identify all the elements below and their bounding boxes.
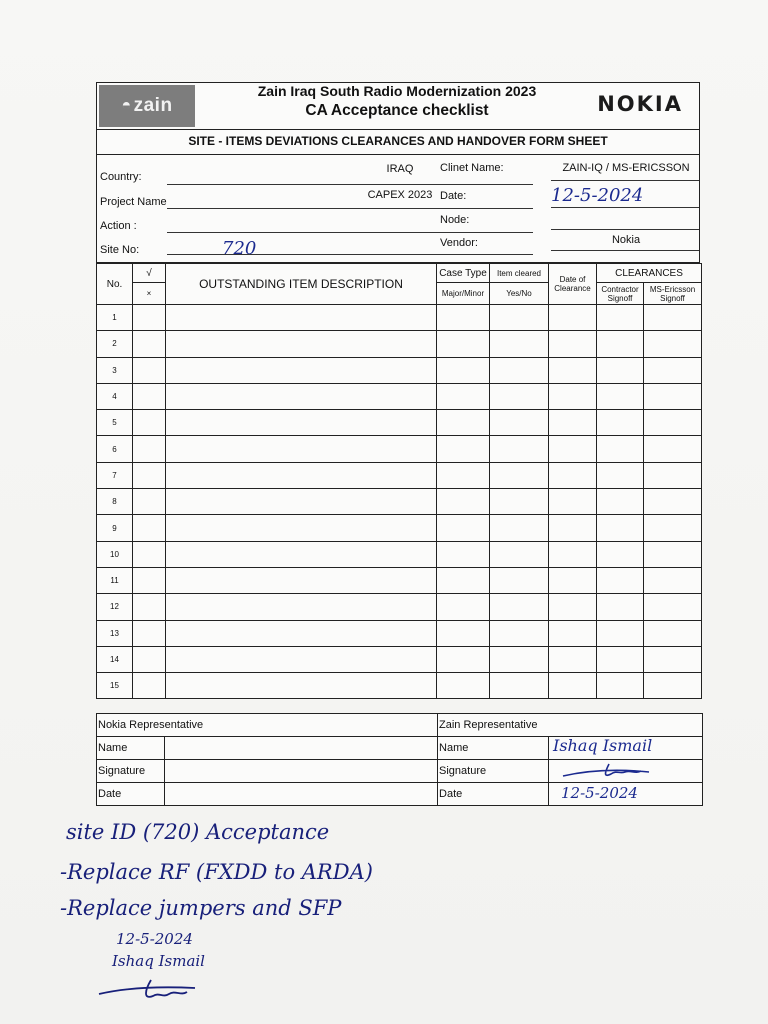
row-number: 8 xyxy=(97,489,133,515)
zain-signature-cell[interactable] xyxy=(549,760,703,783)
table-cell[interactable] xyxy=(644,620,702,646)
col-cross-header: × xyxy=(133,283,166,305)
table-cell[interactable] xyxy=(133,305,166,331)
zain-name-cell[interactable] xyxy=(549,737,703,760)
table-row xyxy=(97,331,702,357)
table-cell[interactable] xyxy=(437,515,490,541)
row-number: 4 xyxy=(97,383,133,409)
signoff-table xyxy=(96,713,703,806)
zain-date-cell[interactable] xyxy=(549,783,703,806)
table-cell[interactable] xyxy=(133,541,166,567)
table-cell[interactable] xyxy=(549,567,597,593)
table-cell[interactable] xyxy=(133,567,166,593)
table-cell[interactable] xyxy=(437,305,490,331)
col-case-sub-header: Major/Minor xyxy=(437,283,490,305)
project-value: CAPEX 2023 xyxy=(367,189,433,201)
row-number: 11 xyxy=(97,567,133,593)
client-label: Clinet Name: xyxy=(440,162,504,174)
row-number: 14 xyxy=(97,646,133,672)
zain-name-handwritten: Ishaq Ismail xyxy=(553,736,653,755)
date-label: Date: xyxy=(440,190,467,202)
site-value-handwritten: 720 xyxy=(222,238,257,259)
table-cell[interactable] xyxy=(490,436,549,462)
zain-signature-label: Signature xyxy=(438,760,549,783)
table-cell[interactable] xyxy=(166,410,437,436)
table-cell[interactable] xyxy=(166,515,437,541)
table-cell[interactable] xyxy=(133,594,166,620)
note-name: Ishaq Ismail xyxy=(112,952,205,970)
table-cell[interactable] xyxy=(597,357,644,383)
col-clearances-header: CLEARANCES xyxy=(597,264,702,283)
table-cell[interactable] xyxy=(597,594,644,620)
project-label: Project Name xyxy=(100,196,167,208)
table-cell[interactable] xyxy=(597,383,644,409)
table-cell[interactable] xyxy=(437,567,490,593)
table-row xyxy=(97,383,702,409)
vendor-line xyxy=(551,250,699,251)
table-cell[interactable] xyxy=(549,515,597,541)
row-number: 5 xyxy=(97,410,133,436)
table-cell[interactable] xyxy=(133,357,166,383)
table-cell[interactable] xyxy=(597,331,644,357)
table-cell[interactable] xyxy=(166,646,437,672)
table-cell[interactable] xyxy=(166,620,437,646)
table-cell[interactable] xyxy=(549,594,597,620)
table-row xyxy=(97,620,702,646)
zain-date-handwritten: 12-5-2024 xyxy=(561,784,638,802)
form-sheet-title: SITE - ITEMS DEVIATIONS CLEARANCES AND HANDOVER FORM SHEET xyxy=(96,130,700,155)
table-cell[interactable] xyxy=(166,436,437,462)
table-cell[interactable] xyxy=(597,515,644,541)
table-cell[interactable] xyxy=(166,567,437,593)
table-cell[interactable] xyxy=(549,357,597,383)
table-row xyxy=(97,410,702,436)
table-cell[interactable] xyxy=(490,673,549,699)
table-cell[interactable] xyxy=(644,489,702,515)
nokia-signature-cell[interactable] xyxy=(165,760,438,783)
table-cell[interactable] xyxy=(490,620,549,646)
table-cell[interactable] xyxy=(490,515,549,541)
table-cell[interactable] xyxy=(597,489,644,515)
table-cell[interactable] xyxy=(437,357,490,383)
table-cell[interactable] xyxy=(549,541,597,567)
zain-signature-icon xyxy=(559,760,669,782)
table-cell[interactable] xyxy=(490,462,549,488)
table-cell[interactable] xyxy=(490,541,549,567)
vendor-value: Nokia xyxy=(611,234,641,246)
table-cell[interactable] xyxy=(437,383,490,409)
table-cell[interactable] xyxy=(166,489,437,515)
table-cell[interactable] xyxy=(644,567,702,593)
table-row xyxy=(97,462,702,488)
country-label: Country: xyxy=(100,171,142,183)
project-line xyxy=(167,208,533,209)
table-cell[interactable] xyxy=(437,541,490,567)
client-line xyxy=(551,180,699,181)
table-cell[interactable] xyxy=(166,383,437,409)
table-cell[interactable] xyxy=(133,383,166,409)
zain-mark-icon: ◓ xyxy=(121,97,132,114)
table-row xyxy=(97,436,702,462)
table-cell[interactable] xyxy=(644,462,702,488)
table-cell[interactable] xyxy=(437,673,490,699)
form-header xyxy=(96,82,700,130)
table-cell[interactable] xyxy=(597,305,644,331)
table-row xyxy=(97,567,702,593)
table-row xyxy=(97,541,702,567)
table-cell[interactable] xyxy=(437,436,490,462)
note-signature-icon xyxy=(95,976,215,1006)
site-info-block xyxy=(96,155,700,263)
table-row xyxy=(97,305,702,331)
table-row xyxy=(97,594,702,620)
table-cell[interactable] xyxy=(133,489,166,515)
table-cell[interactable] xyxy=(644,594,702,620)
col-contractor-header: Contractor Signoff xyxy=(597,283,644,305)
table-cell[interactable] xyxy=(490,357,549,383)
table-cell[interactable] xyxy=(597,410,644,436)
form-subtitle: CA Acceptance checklist xyxy=(305,102,489,119)
country-line xyxy=(167,184,533,185)
col-no-header: No. xyxy=(97,264,133,305)
table-cell[interactable] xyxy=(166,305,437,331)
table-row xyxy=(97,515,702,541)
table-cell[interactable] xyxy=(644,541,702,567)
table-cell[interactable] xyxy=(597,646,644,672)
table-cell[interactable] xyxy=(133,436,166,462)
table-cell[interactable] xyxy=(166,673,437,699)
table-cell[interactable] xyxy=(549,620,597,646)
table-cell[interactable] xyxy=(490,305,549,331)
table-cell[interactable] xyxy=(490,410,549,436)
table-cell[interactable] xyxy=(597,673,644,699)
row-number: 13 xyxy=(97,620,133,646)
table-row xyxy=(97,357,702,383)
vendor-label: Vendor: xyxy=(440,237,478,249)
table-cell[interactable] xyxy=(166,541,437,567)
table-cell[interactable] xyxy=(437,489,490,515)
table-cell[interactable] xyxy=(437,410,490,436)
col-item-sub-header: Yes/No xyxy=(490,283,549,305)
country-value: IRAQ xyxy=(386,163,414,175)
table-cell[interactable] xyxy=(437,620,490,646)
note-line-2: -Replace RF (FXDD to ARDA) xyxy=(60,860,373,884)
nokia-date-cell[interactable] xyxy=(165,783,438,806)
table-cell[interactable] xyxy=(437,646,490,672)
col-check-header: √ xyxy=(133,264,166,283)
nokia-rep-header: Nokia Representative xyxy=(97,714,438,737)
client-value: ZAIN-IQ / MS-ERICSSON xyxy=(562,162,690,174)
table-cell[interactable] xyxy=(597,620,644,646)
nokia-logo: NOKIA xyxy=(597,92,683,116)
row-number: 7 xyxy=(97,462,133,488)
note-line-1: site ID (720) Acceptance xyxy=(66,820,330,844)
table-cell[interactable] xyxy=(644,357,702,383)
nokia-signature-label: Signature xyxy=(97,760,165,783)
table-cell[interactable] xyxy=(437,331,490,357)
form-title: Zain Iraq South Radio Modernization 2023 xyxy=(257,83,537,99)
table-cell[interactable] xyxy=(644,673,702,699)
table-cell[interactable] xyxy=(490,567,549,593)
table-cell[interactable] xyxy=(437,594,490,620)
table-cell[interactable] xyxy=(133,515,166,541)
table-cell[interactable] xyxy=(549,646,597,672)
action-label: Action : xyxy=(100,220,137,232)
col-item-cleared-header: Item cleared xyxy=(490,264,549,283)
zain-logo-text: zain xyxy=(133,95,173,116)
node-line xyxy=(551,229,699,230)
table-cell[interactable] xyxy=(166,594,437,620)
table-cell[interactable] xyxy=(437,462,490,488)
col-date-clearance-header: Date of Clearance xyxy=(549,264,597,305)
table-cell[interactable] xyxy=(166,357,437,383)
table-cell[interactable] xyxy=(549,673,597,699)
table-cell[interactable] xyxy=(549,462,597,488)
table-cell[interactable] xyxy=(644,305,702,331)
table-cell[interactable] xyxy=(490,489,549,515)
col-ms-ericsson-header: MS-Ericsson Signoff xyxy=(644,283,702,305)
action-line xyxy=(167,232,533,233)
table-cell[interactable] xyxy=(133,410,166,436)
table-cell[interactable] xyxy=(549,489,597,515)
table-cell[interactable] xyxy=(597,462,644,488)
table-cell[interactable] xyxy=(133,646,166,672)
table-cell[interactable] xyxy=(166,462,437,488)
table-cell[interactable] xyxy=(597,567,644,593)
nokia-date-label: Date xyxy=(97,783,165,806)
table-cell[interactable] xyxy=(549,305,597,331)
table-cell[interactable] xyxy=(644,410,702,436)
table-cell[interactable] xyxy=(549,410,597,436)
nokia-name-cell[interactable] xyxy=(165,737,438,760)
table-cell[interactable] xyxy=(166,331,437,357)
note-date: 12-5-2024 xyxy=(116,930,193,948)
site-label: Site No: xyxy=(100,244,140,256)
table-cell[interactable] xyxy=(644,646,702,672)
nokia-name-label: Name xyxy=(97,737,165,760)
table-cell[interactable] xyxy=(490,594,549,620)
row-number: 6 xyxy=(97,436,133,462)
date-value-handwritten: 12-5-2024 xyxy=(551,185,644,206)
site-line xyxy=(167,254,533,255)
col-description-header: OUTSTANDING ITEM DESCRIPTION xyxy=(166,264,437,305)
table-cell[interactable] xyxy=(133,673,166,699)
table-cell[interactable] xyxy=(549,331,597,357)
table-row xyxy=(97,673,702,699)
col-case-header: Case Type xyxy=(437,264,490,283)
table-row xyxy=(97,489,702,515)
table-cell[interactable] xyxy=(644,383,702,409)
row-number: 3 xyxy=(97,357,133,383)
zain-rep-header: Zain Representative xyxy=(438,714,703,737)
table-cell[interactable] xyxy=(549,383,597,409)
row-number: 9 xyxy=(97,515,133,541)
row-number: 2 xyxy=(97,331,133,357)
table-cell[interactable] xyxy=(644,515,702,541)
table-cell[interactable] xyxy=(644,331,702,357)
table-cell[interactable] xyxy=(490,331,549,357)
note-line-3: -Replace jumpers and SFP xyxy=(60,896,342,920)
row-number: 12 xyxy=(97,594,133,620)
table-cell[interactable] xyxy=(133,331,166,357)
table-cell[interactable] xyxy=(597,541,644,567)
table-cell[interactable] xyxy=(490,383,549,409)
row-number: 10 xyxy=(97,541,133,567)
table-cell[interactable] xyxy=(490,646,549,672)
outstanding-items-table xyxy=(96,263,702,699)
row-number: 1 xyxy=(97,305,133,331)
table-row xyxy=(97,646,702,672)
row-number: 15 xyxy=(97,673,133,699)
table-cell[interactable] xyxy=(133,462,166,488)
zain-logo xyxy=(99,85,195,127)
zain-name-label: Name xyxy=(438,737,549,760)
date-line xyxy=(551,207,699,208)
node-label: Node: xyxy=(440,214,470,226)
zain-date-label: Date xyxy=(438,783,549,806)
table-cell[interactable] xyxy=(133,620,166,646)
table-cell[interactable] xyxy=(597,436,644,462)
table-cell[interactable] xyxy=(644,436,702,462)
table-cell[interactable] xyxy=(549,436,597,462)
